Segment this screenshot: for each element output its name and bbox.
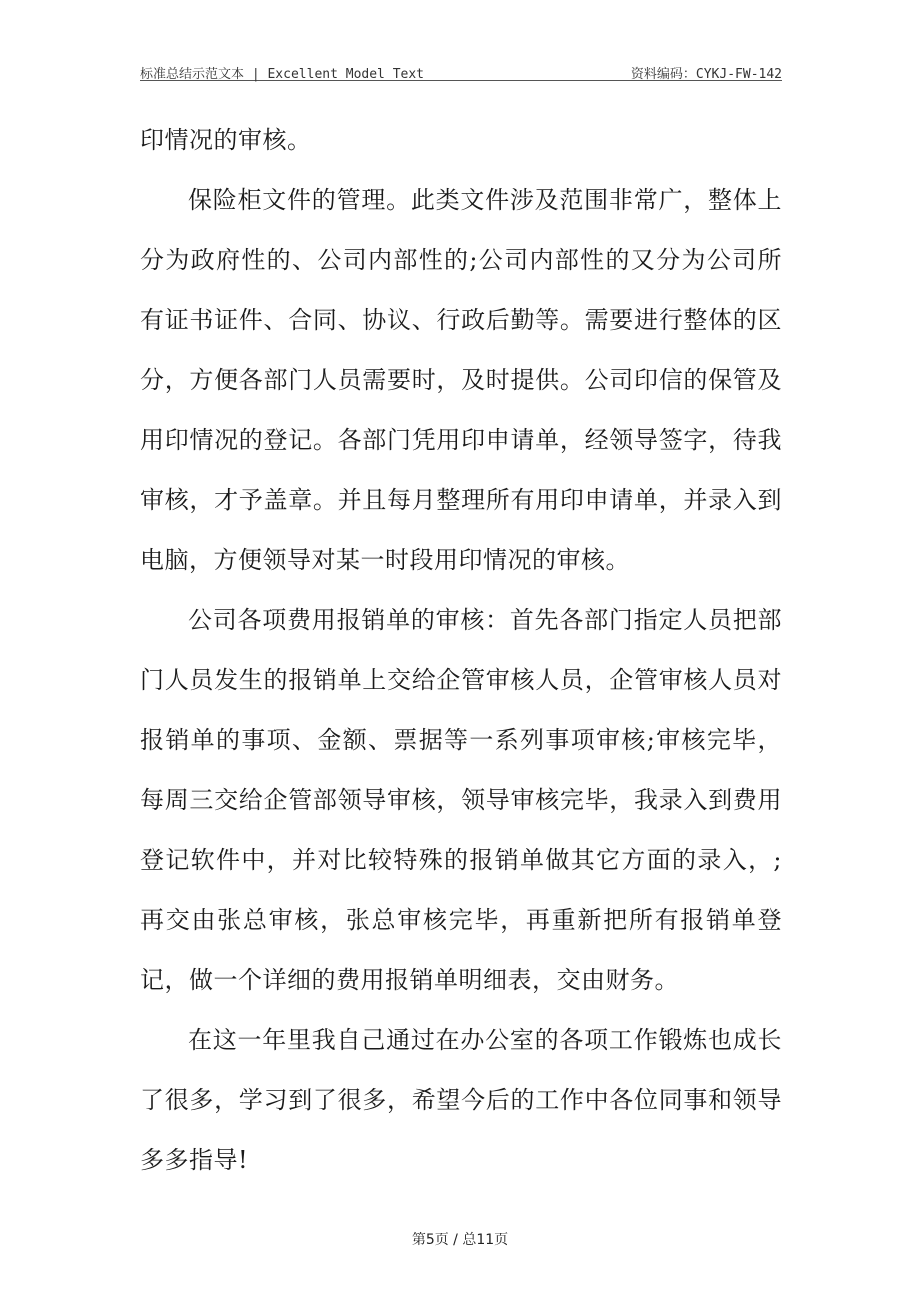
page-header: [140, 60, 782, 81]
paragraph-expense-review: 公司各项费用报销单的审核：首先各部门指定人员把部门人员发生的报销单上交给企管审核人员，企管审核人员对报销单的事项、金额、票据等一系列事项审核;审核完毕，每周三交给企管部领导审核，领导审核完毕，我录入到费用登记软件中，并对比较特殊的报销单做其它方面的录入，;再交由张总审核，张总审核完毕，再重新把所有报销单登记，做一个详细的费用报销单明细表，交由财务。: [140, 606, 782, 994]
paragraph-safe-documents: 保险柜文件的管理。此类文件涉及范围非常广，整体上分为政府性的、公司内部性的;公司内部性的又分为公司所有证书证件、合同、协议、行政后勤等。需要进行整体的区分，方便各部门人员需要时，及时提供。公司印信的保管及用印情况的登记。各部门凭用印申请单，经领导签字，待我审核，才予盖章。并且每月整理所有用印申请单，并录入到电脑，方便领导对某一时段用印情况的审核。: [140, 186, 782, 574]
paragraph-conclusion: 在这一年里我自己通过在办公室的各项工作锻炼也成长了很多，学习到了很多，希望今后的工作中各位同事和领导多多指导!: [140, 1026, 782, 1174]
page-number: 第5页 / 总11页: [411, 1232, 509, 1248]
header-title: 标准总结示范文本 | Excellent Model Text: [140, 67, 425, 82]
document-body: [140, 110, 782, 1190]
paragraph-continuation: 印情况的审核。: [140, 126, 312, 154]
document-code: 资料编码：CYKJ-FW-142: [630, 67, 782, 82]
